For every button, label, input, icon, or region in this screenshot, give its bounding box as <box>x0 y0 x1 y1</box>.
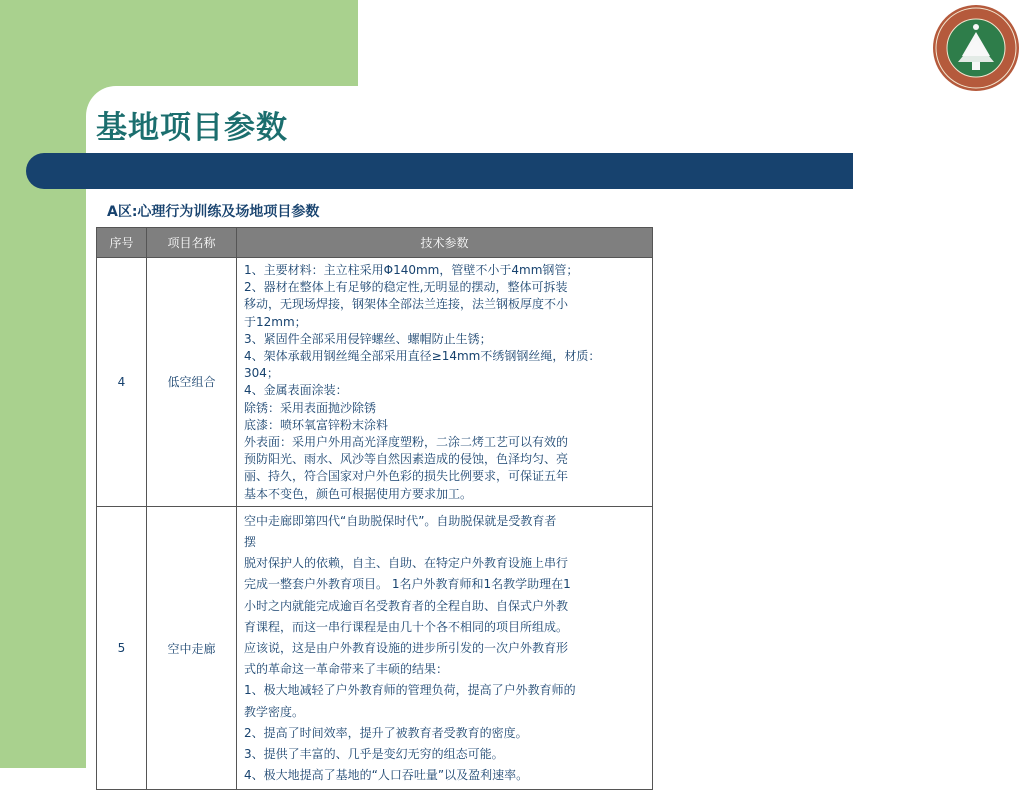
param-line: 完成一整套户外教育项目。 1名户外教育师和1名教学助理在1 <box>244 577 571 592</box>
param-line: 4、极大地提高了基地的“人口吞吐量”以及盈利速率。 <box>244 768 529 783</box>
param-line: 1、主要材料：主立柱采用Φ140mm，管壁不小于4mm钢管； <box>244 263 579 277</box>
row-number: 4 <box>97 258 147 507</box>
title-bar <box>26 153 853 189</box>
param-line: 预防阳光、雨水、风沙等自然因素造成的侵蚀，色泽均匀、亮 <box>244 452 569 467</box>
param-line: 空中走廊即第四代“自助脱保时代”。自助脱保就是受教育者 <box>244 513 557 528</box>
item-name: 空中走廊 <box>147 506 237 790</box>
param-line: 教学密度。 <box>244 704 305 719</box>
param-line: 于12mm； <box>244 314 307 329</box>
param-line: 脱对保护人的依赖，自主、自助、在特定户外教育设施上串行 <box>244 556 569 571</box>
param-line: 1、极大地减轻了户外教育师的管理负荷，提高了户外教育师的 <box>244 683 576 698</box>
table-row <box>97 258 653 507</box>
param-line: 底漆：喷环氧富锌粉末涂料 <box>244 417 389 432</box>
param-line: 2、器材在整体上有足够的稳定性,无明显的摆动，整体可拆装 <box>244 280 568 295</box>
table-row <box>97 506 653 790</box>
param-line: 移动，无现场焊接，钢架体全部法兰连接，法兰钢板厚度不小 <box>244 297 569 312</box>
param-line: 基本不变色，颜色可根据使用方要求加工。 <box>244 486 473 501</box>
header-name: 项目名称 <box>147 228 237 258</box>
page-title: 基地项目参数 <box>96 110 288 146</box>
param-line: 3、提供了丰富的、几乎是变幻无穷的组态可能。 <box>244 747 504 762</box>
header-params: 技术参数 <box>237 228 653 258</box>
param-line: 外表面：采用户外用高光泽度塑粉，二涂二烤工艺可以有效的 <box>244 435 569 450</box>
parameters-table <box>96 227 653 790</box>
param-line: 4、金属表面涂装： <box>244 383 348 398</box>
table-header-row <box>97 228 653 258</box>
section-subtitle: A区:心理行为训练及场地项目参数 <box>107 204 320 220</box>
param-line: 式的革命这一革命带来了丰硕的结果： <box>244 662 449 677</box>
item-name: 低空组合 <box>147 258 237 507</box>
header-no: 序号 <box>97 228 147 258</box>
param-line: 304； <box>244 366 279 381</box>
param-line: 2、提高了时间效率，提升了被教育者受教育的密度。 <box>244 725 528 740</box>
param-line: 4、架体承载用钢丝绳全部采用直径≥14mm不绣钢钢丝绳，材质： <box>244 349 601 364</box>
param-line: 摆 <box>244 535 257 550</box>
tech-params <box>237 506 653 790</box>
param-line: 育课程，而这一串行课程是由几十个各不相同的项目所组成。 <box>244 619 569 634</box>
row-number: 5 <box>97 506 147 790</box>
param-line: 除锈：采用表面抛沙除锈 <box>244 400 377 415</box>
tech-params <box>237 258 653 507</box>
university-logo-icon <box>932 4 1020 92</box>
param-line: 3、紧固件全部采用侵锌螺丝、螺帽防止生锈； <box>244 331 492 346</box>
param-line: 应该说，这是由户外教育设施的进步所引发的一次户外教育形 <box>244 641 569 656</box>
param-line: 小时之内就能完成逾百名受教育者的全程自助、自保式户外教 <box>244 598 569 613</box>
param-line: 丽、持久，符合国家对户外色彩的损失比例要求，可保证五年 <box>244 469 569 484</box>
